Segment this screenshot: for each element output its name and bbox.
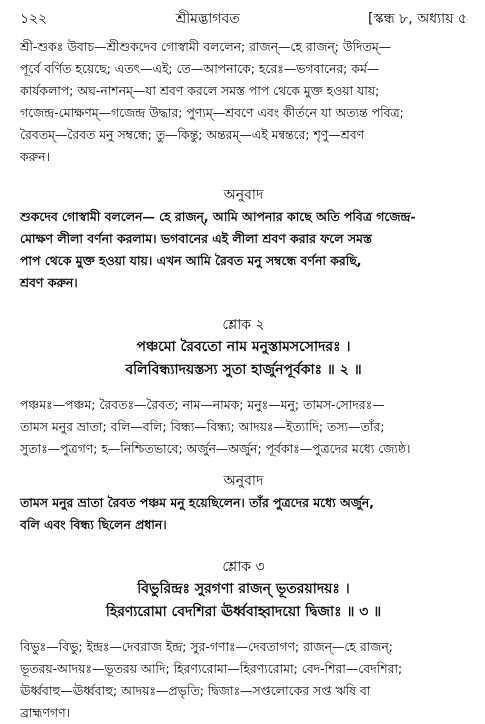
synonyms-line: কার্যকলাপ; অঘ-নাশনম্—যা শ্রবণ করলে সমস্ত পাপ থেকে মুক্ত হওয়া যায়; (20, 83, 380, 98)
translation-line: শ্রবণ করুন। (20, 275, 78, 290)
verse-line: পঞ্চমো রৈবতো নাম মনুস্তামসসোদরঃ । (136, 339, 351, 355)
synonyms-block-1 (20, 36, 467, 168)
verse-block-3 (20, 556, 467, 624)
synonyms-block-2 (20, 394, 467, 460)
synonyms-line: ভূতরয়-আদয়ঃ—ভূতরয় আদি; হিরণ্যরোমা—হিরণ্যরোমা; বেদ-শিরা—বেদশিরা; (20, 661, 403, 676)
synonyms-line: পূর্বে বর্ণিত হয়েছে; এতৎ—এই; তে—আপনাকে; হরেঃ—ভগবানের; কর্ম— (20, 61, 380, 76)
verse-heading: শ্লোক ৩ (222, 559, 265, 575)
synonyms-line: রৈবতম্—রৈবত মনু সম্বন্ধে; তু—কিন্তু; অন্তরম্—এই মন্বন্তরে; শৃণু—শ্রবণ (20, 127, 365, 142)
translation-line: বলি এবং বিন্ধ্য ছিলেন প্রধান। (20, 517, 167, 532)
synonyms-line: ঊর্ধ্ববাহু—ঊর্ধ্ববাহু; আদয়ঃ—প্রভৃতি; দ্বিজাঃ—সপ্তলোকের সপ্ত ঋষি বা (20, 683, 371, 698)
synonyms-line: করুন। (20, 149, 51, 164)
verse-line: হিরণ্যরোমা বেদশিরা ঊর্ধ্ববাহ্বাদয়ো দ্বিজাঃ ॥ ৩ ॥ (105, 604, 382, 620)
verse-line: বলিবিন্ধ্যাদয়স্তস্য সুতা হার্জুনপূর্বকাঃ ॥ ২ ॥ (125, 362, 362, 378)
chapter-reference: [স্কন্ধ ৮, অধ্যায় ৫ (368, 11, 467, 27)
synonyms-line: পঞ্চমঃ—পঞ্চম; রৈবতঃ—রৈবত; নাম—নামক; মনুঃ—মনু; তামস-সোদরঃ— (20, 397, 385, 412)
running-title: শ্রীমদ্ভাগবত (175, 11, 240, 27)
translation-line: তামস মনুর ভ্রাতা রৈবত পঞ্চম মনু হয়েছিলেন। তাঁর পুত্রদের মধ্যে অর্জুন, (20, 495, 374, 510)
page-header (20, 8, 467, 30)
translation-heading: অনুবাদ (223, 473, 264, 489)
translation-block-1 (20, 184, 467, 294)
synonyms-block-3 (20, 636, 467, 724)
translation-line: শুকদেব গোস্বামী বললেন— হে রাজন্, আমি আপনার কাছে অতি পবিত্র গজেন্দ্র- (20, 209, 416, 224)
verse-heading: শ্লোক ২ (222, 317, 265, 333)
synonyms-line: সুতাঃ—পুত্রগণ; হ—নিশ্চিতভাবে; অর্জুন—অর্জুন; পূর্বকাঃ—পুত্রদের মধ্যে জ্যেষ্ঠ। (20, 441, 411, 456)
synonyms-line: ব্রাহ্মণগণ। (20, 705, 71, 720)
synonyms-line: গজেন্দ্র-মোক্ষণম্—গজেন্দ্র উদ্ধার; পুণ্যম্—শ্রবণে এবং কীর্তনে যা অত্যন্ত পবিত্র; (20, 105, 404, 120)
verse-line: বিভুরিন্দ্রঃ সুরগণা রাজন্ ভূতরয়াদয়ঃ । (137, 581, 350, 597)
book-page (20, 8, 467, 720)
translation-line: মোক্ষণ লীলা বর্ণনা করলাম। ভগবানের এই লীলা শ্রবণ করার ফলে সমস্ত (20, 231, 372, 246)
page-number: ১২২ (20, 11, 48, 27)
translation-heading: অনুবাদ (223, 187, 264, 203)
translation-line: পাপ থেকে মুক্ত হওয়া যায়। এখন আমি রৈবত মনু সম্বন্ধে বর্ণনা করছি, (20, 253, 362, 268)
synonyms-line: তামস মনুর ভ্রাতা; বলি—বলি; বিন্ধ্য—বিন্ধ্য; আদয়ঃ—ইত্যাদি; তস্য—তাঁর; (20, 419, 385, 434)
synonyms-line: শ্রী-শুকঃ উবাচ—শ্রীশুকদেব গোস্বামী বললেন; রাজন্—হে রাজন্; উদিতম্— (20, 39, 392, 54)
synonyms-line: বিভুঃ—বিভু; ইন্দ্রঃ—দেবরাজ ইন্দ্র; সুর-গণাঃ—দেবতাগণ; রাজন্—হে রাজন্; (20, 639, 393, 654)
verse-block-2 (20, 314, 467, 382)
translation-block-2 (20, 470, 467, 536)
